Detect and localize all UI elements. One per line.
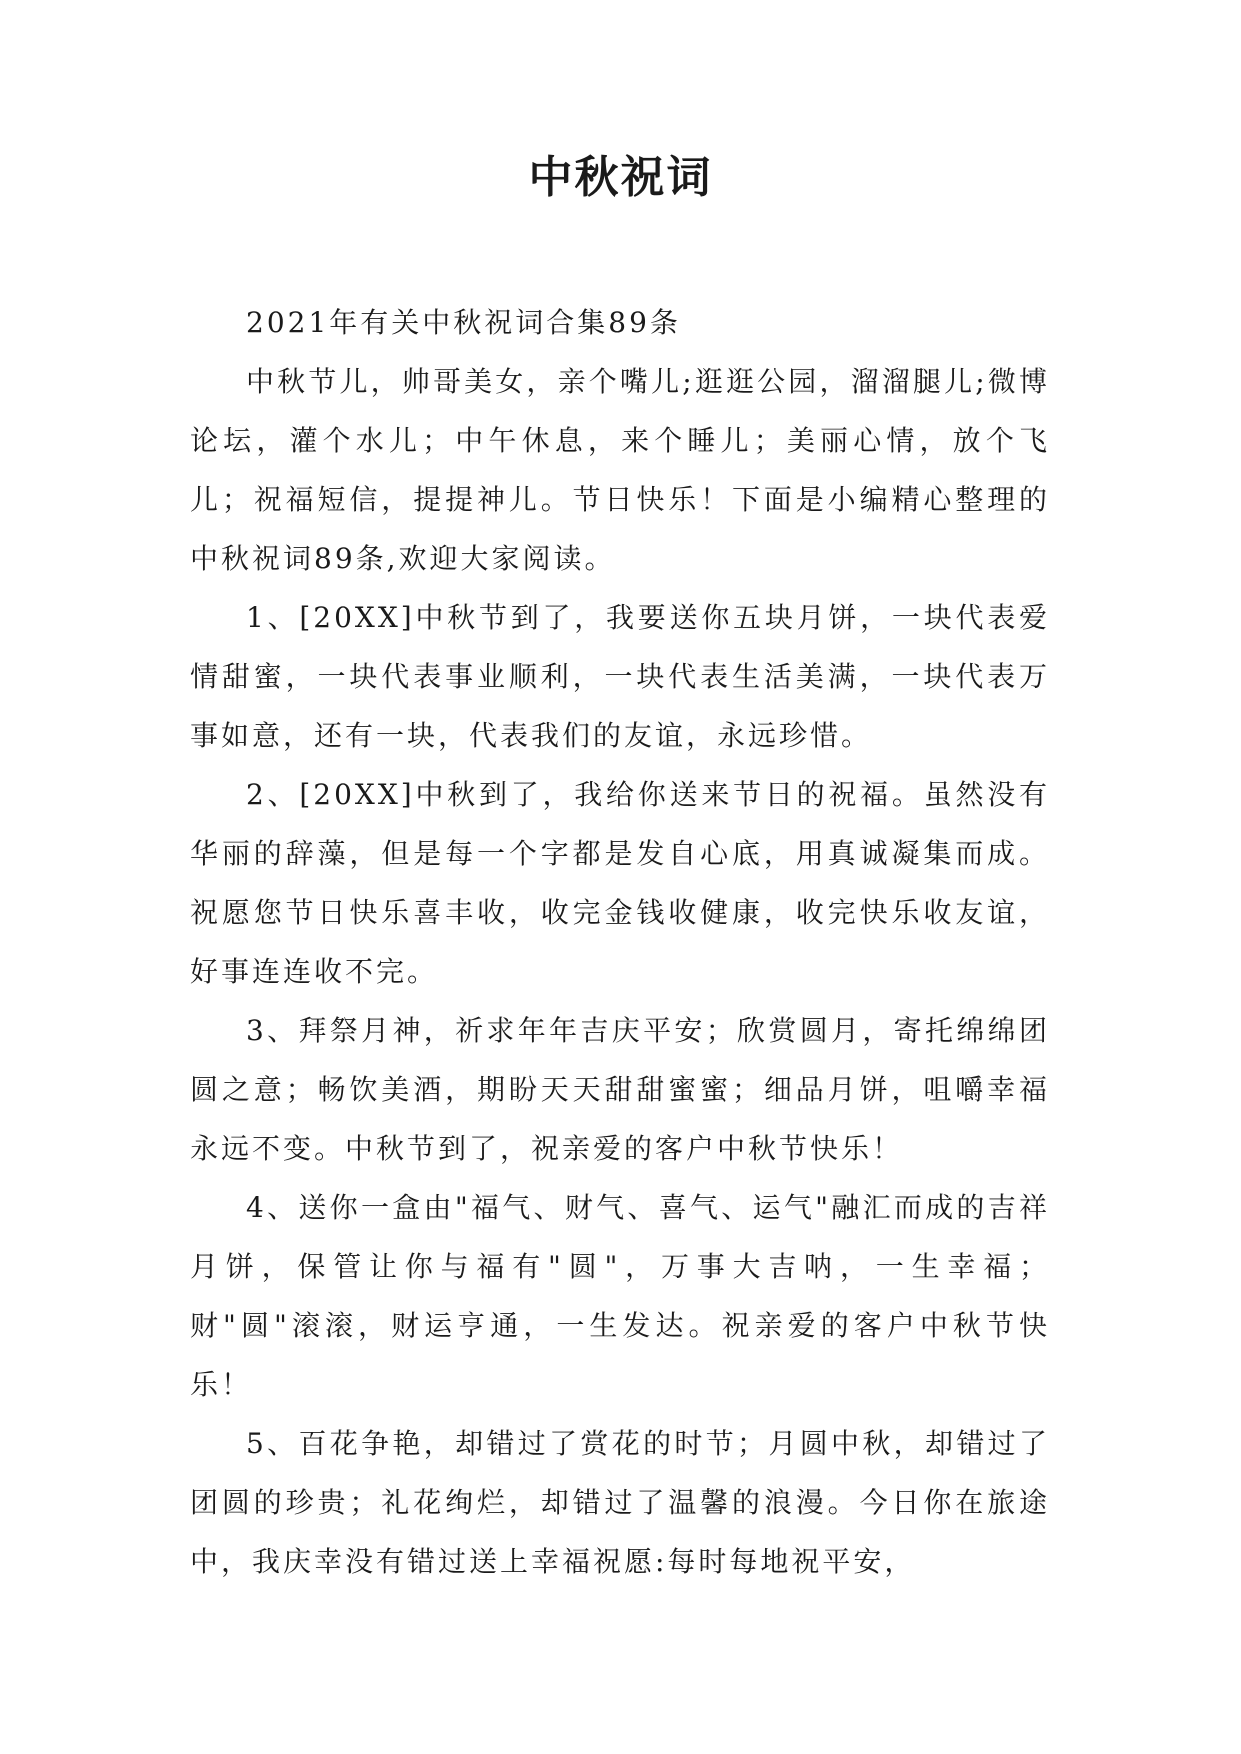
- document-subtitle: 2021年有关中秋祝词合集89条: [246, 306, 681, 339]
- wish-item-2: 2、[20XX]中秋到了，我给你送来节日的祝福。虽然没有华丽的辞藻，但是每一个字都是发自心底，用真诚凝集而成。祝愿您节日快乐喜丰收，收完金钱收健康，收完快乐收友谊，好事连连收不完。: [190, 778, 1050, 988]
- wish-item-4: 4、送你一盒由"福气、财气、喜气、运气"融汇而成的吉祥月饼，保管让你与福有"圆"，万事大吉呐，一生幸福；财"圆"滚滚，财运亨通，一生发达。祝亲爱的客户中秋节快乐！: [190, 1191, 1050, 1401]
- document-body: [190, 293, 1050, 1591]
- wish-item-5: 5、百花争艳，却错过了赏花的时节；月圆中秋，却错过了团圆的珍贵；礼花绚烂，却错过了温馨的浪漫。今日你在旅途中，我庆幸没有错过送上幸福祝愿:每时每地祝平安，: [190, 1427, 1050, 1578]
- wish-item-1: 1、[20XX]中秋节到了，我要送你五块月饼，一块代表爱情甜蜜，一块代表事业顺利，一块代表生活美满，一块代表万事如意，还有一块，代表我们的友谊，永远珍惜。: [190, 601, 1050, 752]
- wish-item-3: 3、拜祭月神，祈求年年吉庆平安；欣赏圆月，寄托绵绵团圆之意；畅饮美酒，期盼天天甜甜蜜蜜；细品月饼，咀嚼幸福永远不变。中秋节到了，祝亲爱的客户中秋节快乐！: [190, 1014, 1050, 1165]
- document-title: 中秋祝词: [528, 152, 713, 203]
- intro-paragraph: 中秋节儿，帅哥美女，亲个嘴儿;逛逛公园，溜溜腿儿;微博论坛，灌个水儿；中午休息，来个睡儿；美丽心情，放个飞儿；祝福短信，提提神儿。节日快乐！下面是小编精心整理的中秋祝词89条,欢迎大家阅读。: [190, 365, 1050, 575]
